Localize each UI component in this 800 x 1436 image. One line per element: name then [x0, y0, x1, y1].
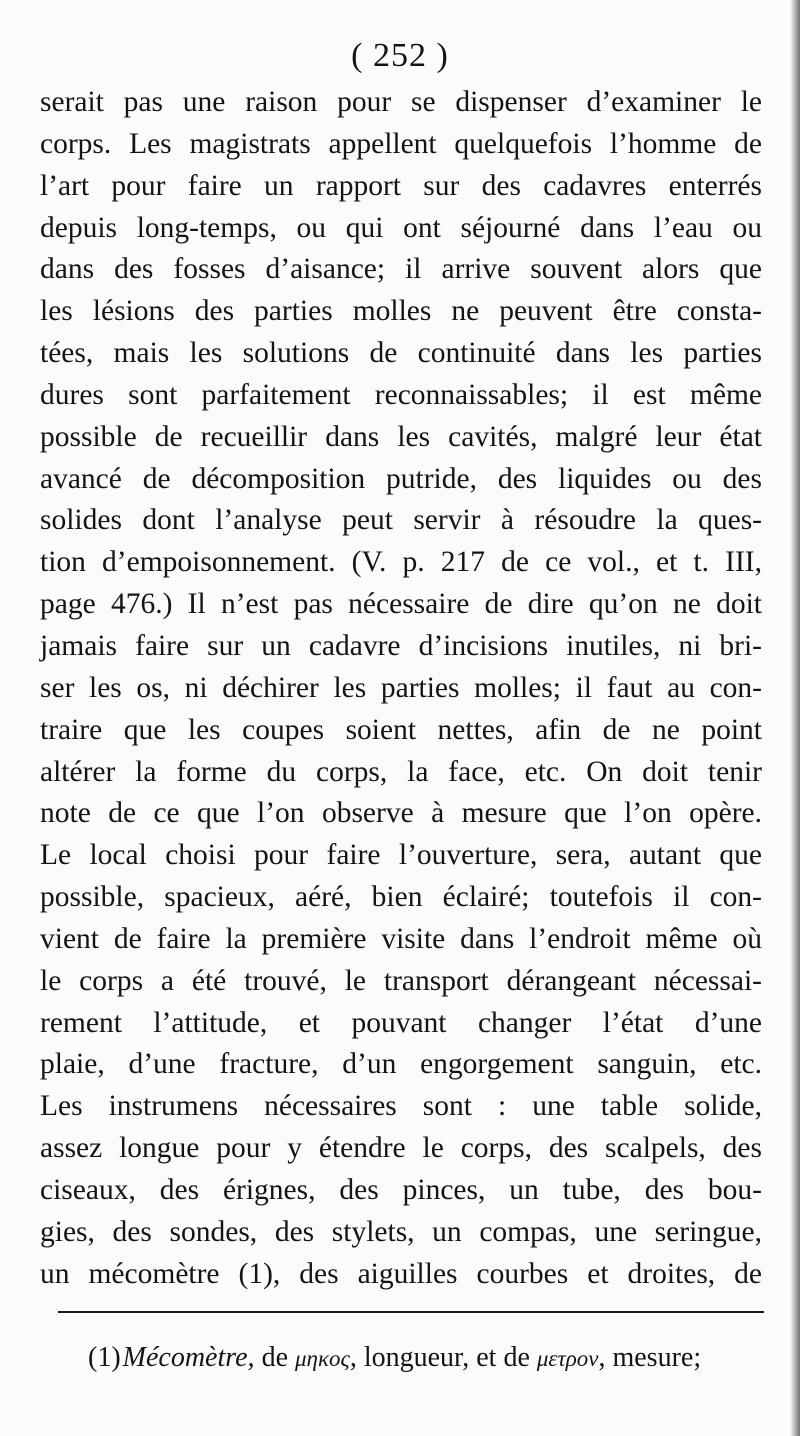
text-line: depuis long-temps, ou qui ont séjourné dans l’eau ou: [40, 211, 762, 244]
page-edge-shadow: [790, 0, 800, 1436]
text-line: l’art pour faire un rapport sur des cadavres enterrés: [40, 169, 762, 202]
text-line: traire que les coupes soient nettes, afin de ne point: [40, 713, 762, 746]
footnote: [88, 1336, 764, 1380]
footnote-greek-word: μηκος: [295, 1346, 350, 1371]
text-line: dans des fosses d’aisance; il arrive souvent alors que: [40, 253, 762, 286]
text-line: rement l’attitude, et pouvant changer l’état d’une: [40, 1006, 762, 1039]
text-line: les lésions des parties molles ne peuvent être consta-: [40, 295, 762, 328]
text-line: serait pas une raison pour se dispenser d’examiner le: [40, 86, 762, 118]
text-line: possible, spacieux, aéré, bien éclairé; toutefois il con-: [40, 881, 762, 914]
text-line: tées, mais les solutions de continuité dans les parties: [40, 337, 762, 370]
page-number: ( 252 ): [351, 37, 449, 74]
text-line: possible de recueillir dans les cavités, malgré leur état: [40, 420, 762, 453]
text-line: plaie, d’une fracture, d’un engorgement sanguin, etc.: [40, 1048, 762, 1081]
text-line: jamais faire sur un cadavre d’incisions inutiles, ni bri-: [40, 629, 762, 662]
text-line: le corps a été trouvé, le transport dérangeant nécessai-: [40, 964, 762, 997]
text-line: solides dont l’analyse peut servir à résoudre la ques-: [40, 504, 762, 537]
footnote-marker: (1): [88, 1342, 121, 1373]
text-line: dures sont parfaitement reconnaissables; il est même: [40, 378, 762, 411]
text-line: assez longue pour y étendre le corps, des scalpels, des: [40, 1132, 762, 1165]
text-line: gies, des sondes, des stylets, un compas, une seringue,: [40, 1215, 762, 1248]
text-line: vient de faire la première visite dans l’endroit même où: [40, 922, 762, 955]
text-line: ciseaux, des érignes, des pinces, un tube, des bou-: [40, 1173, 762, 1206]
text-line: Les instrumens nécessaires sont : une table solide,: [40, 1090, 762, 1123]
text-line: page 476.) Il n’est pas nécessaire de dire qu’on ne doit: [40, 588, 762, 621]
text-line: Le local choisi pour faire l’ouverture, sera, autant que: [40, 839, 762, 872]
text-line: avancé de décomposition putride, des liquides ou des: [40, 462, 762, 495]
body-text: [40, 82, 762, 1295]
footnote-text: de: [254, 1342, 295, 1373]
footnote-rule: [58, 1311, 764, 1313]
footnote-term: Mécomètre,: [122, 1342, 255, 1373]
text-line: un mécomètre (1), des aiguilles courbes et droites, de: [40, 1257, 762, 1290]
text-line: note de ce que l’on observe à mesure que l’on opère.: [40, 797, 762, 830]
footnote-text: , longueur, et de: [349, 1342, 537, 1373]
footnote-text: , mesure;: [598, 1342, 702, 1373]
text-line: ser les os, ni déchirer les parties molles; il faut au con-: [40, 671, 762, 704]
footnote-greek-word: μετρον: [536, 1346, 599, 1371]
text-line: tion d’empoisonnement. (V. p. 217 de ce vol., et t. III,: [40, 546, 762, 579]
text-line: altérer la forme du corps, la face, etc. On doit tenir: [40, 755, 762, 788]
text-line: corps. Les magistrats appellent quelquefois l’homme de: [40, 127, 762, 160]
